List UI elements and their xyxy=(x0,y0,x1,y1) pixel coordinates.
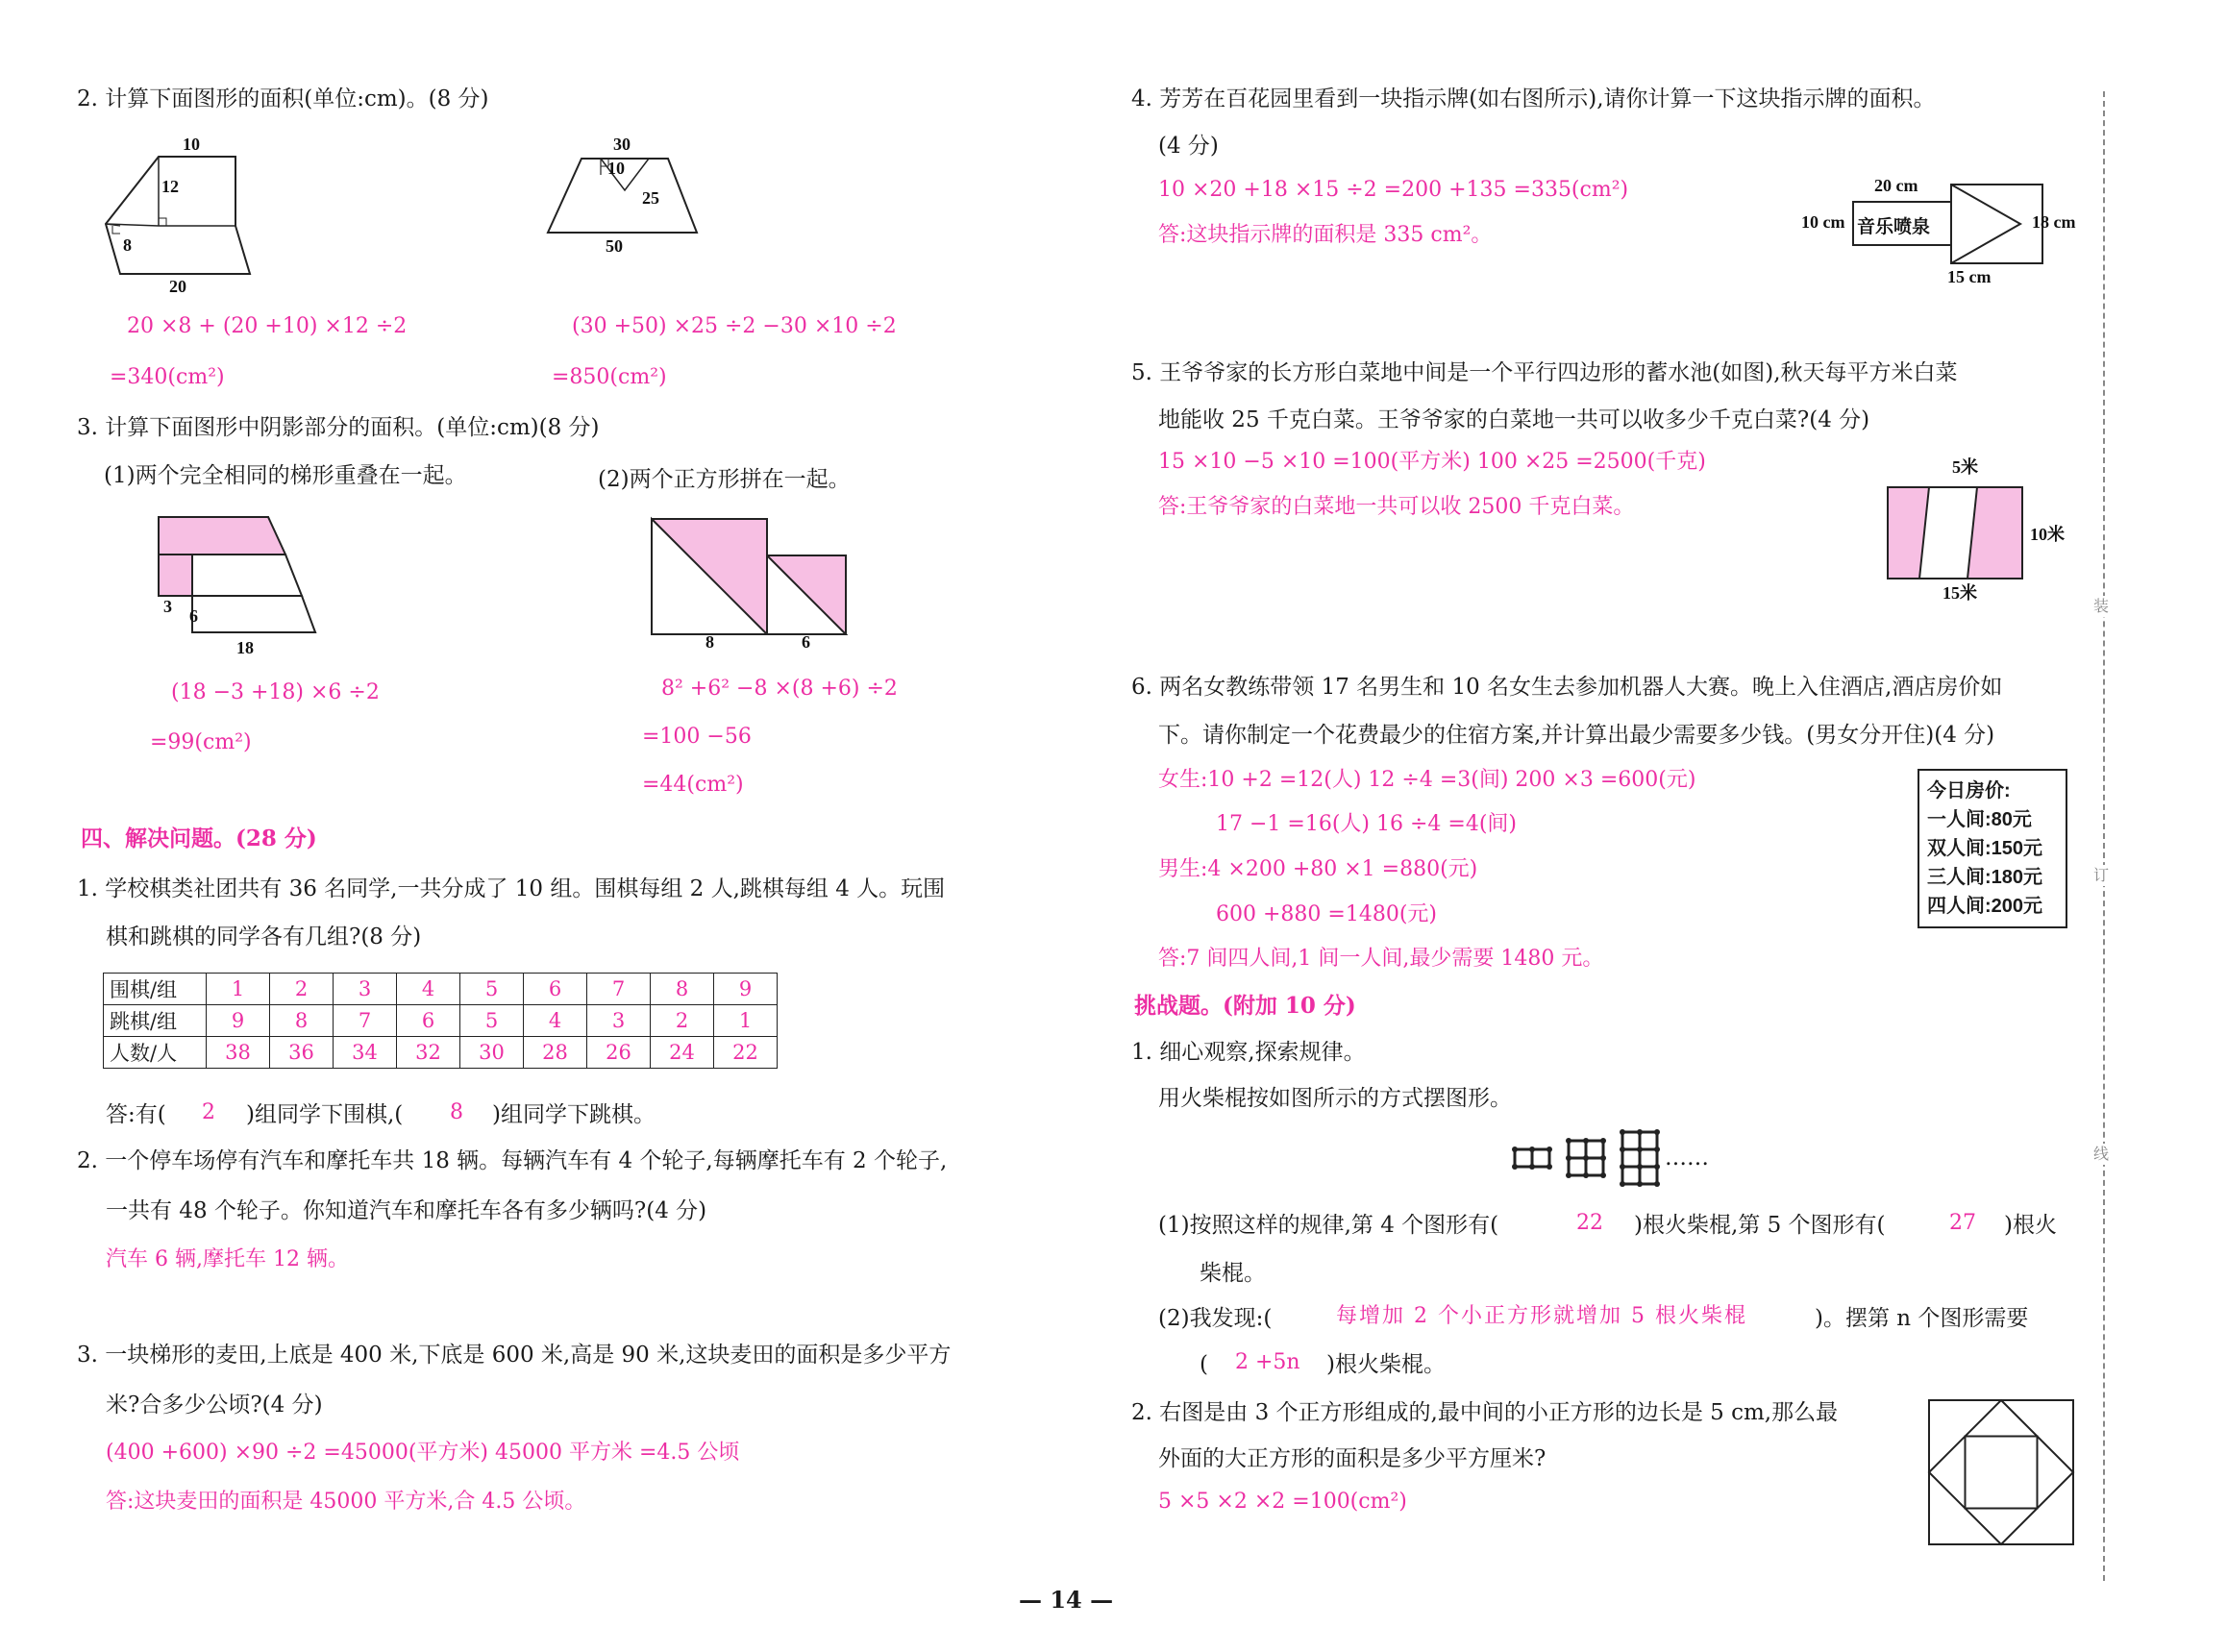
s4-p1-answer-v1: 2 xyxy=(202,1100,215,1124)
table-cell: 7 xyxy=(587,974,651,1005)
challenge-title: 挑战题。(附加 10 分) xyxy=(1134,993,1356,1019)
q6-answer-line3: 男生:4 ×200 +80 ×1 =880(元) xyxy=(1158,857,1478,881)
q2-fig1-bottom-label: 20 xyxy=(169,277,186,296)
q2-figure-1 xyxy=(96,135,269,288)
s4-p1-text-line2: 棋和跳棋的同学各有几组?(8 分) xyxy=(106,925,422,949)
table-cell: 1 xyxy=(714,1005,778,1037)
table-cell: 32 xyxy=(397,1037,460,1069)
table-row xyxy=(104,1005,778,1037)
room-price-box xyxy=(1918,769,2067,928)
table-cell: 4 xyxy=(397,974,460,1005)
price-row: 双人间:150元 xyxy=(1927,838,2043,859)
s4-p2-text-line2: 一共有 48 个轮子。你知道汽车和摩托车各有多少辆吗?(4 分) xyxy=(106,1198,707,1223)
q3-fig1-label-b: 6 xyxy=(189,606,198,626)
s4-p3-text-line2: 米?合多少公顷?(4 分) xyxy=(106,1393,323,1418)
q4-answer-line2: 答:这块指示牌的面积是 335 cm²。 xyxy=(1158,223,1493,247)
table-cell: 24 xyxy=(651,1037,714,1069)
q5-fig-right-label: 10米 xyxy=(2030,525,2065,544)
challenge-p1-title: 1. 细心观察,探索规律。 xyxy=(1131,1040,1366,1065)
q2-fig1-side-label: 8 xyxy=(123,235,132,255)
q2-answer-1-line1: 20 ×8 + (20 +10) ×12 ÷2 xyxy=(127,314,408,338)
price-title: 今日房价: xyxy=(1927,780,2011,801)
q3-fig1-label-a: 3 xyxy=(163,597,172,616)
row-header: 人数/人 xyxy=(104,1037,207,1069)
page-number: — 14 — xyxy=(1019,1586,1114,1614)
table-cell: 2 xyxy=(270,974,334,1005)
q3-answer-1-line1: (18 −3 +18) ×6 ÷2 xyxy=(171,680,380,704)
q2-fig2-height-label: 25 xyxy=(642,188,659,208)
q4-fig-left-label: 10 cm xyxy=(1801,212,1845,232)
matchstick-figures xyxy=(1511,1132,1674,1184)
q5-fig-top-label: 5米 xyxy=(1952,457,1978,477)
c1-s2-prefix: (2)我发现:( xyxy=(1158,1306,1273,1331)
table-cell: 9 xyxy=(207,1005,270,1037)
q5-fig-bottom-label: 15米 xyxy=(1942,583,1977,603)
c1-s1-prefix: (1)按照这样的规律,第 4 个图形有( xyxy=(1158,1213,1499,1238)
q3-figure-1 xyxy=(156,514,324,639)
price-row: 四人间:200元 xyxy=(1927,896,2043,917)
table-cell: 28 xyxy=(524,1037,587,1069)
c1-s1-line2: 柴棍。 xyxy=(1200,1261,1266,1286)
q2-fig2-bottom-label: 50 xyxy=(606,236,623,256)
q6-text-line1: 6. 两名女教练带领 17 名男生和 10 名女生去参加机器人大赛。晚上入住酒店,酒店房价如 xyxy=(1131,675,2003,700)
s4-p1-answer-v2: 8 xyxy=(450,1100,463,1124)
q6-text-line2: 下。请你制定一个花费最少的住宿方案,并计算出最少需要多少钱。(男女分开住)(4 分) xyxy=(1158,723,1995,748)
table-cell: 8 xyxy=(270,1005,334,1037)
s4-p2-answer: 汽车 6 辆,摩托车 12 辆。 xyxy=(106,1247,349,1271)
table-cell: 8 xyxy=(651,974,714,1005)
table-row xyxy=(104,974,778,1005)
s4-p1-answer-prefix: 答:有( xyxy=(106,1102,166,1127)
s4-p3-text-line1: 3. 一块梯形的麦田,上底是 400 米,下底是 600 米,高是 90 米,这块麦田的面积是多少平方 xyxy=(77,1343,952,1368)
table-cell: 38 xyxy=(207,1037,270,1069)
s4-p1-text-line1: 1. 学校棋类社团共有 36 名同学,一共分成了 10 组。围棋每组 2 人,跳棋每组 4 人。玩围 xyxy=(77,876,946,901)
table-cell: 22 xyxy=(714,1037,778,1069)
q2-answer-2-line2: =850(cm²) xyxy=(552,365,667,389)
s4-p1-answer-mid: )组同学下围棋,( xyxy=(246,1102,404,1127)
q4-text-line1: 4. 芳芳在百花园里看到一块指示牌(如右图所示),请你计算一下这块指示牌的面积。 xyxy=(1131,86,1936,111)
q2-figure-2 xyxy=(543,144,706,240)
q5-answer-line2: 答:王爷爷家的白菜地一共可以收 2500 千克白菜。 xyxy=(1158,495,1635,519)
c1-s2-v1: 每增加 2 个小正方形就增加 5 根火柴棍 xyxy=(1336,1304,1747,1328)
price-row: 三人间:180元 xyxy=(1927,867,2043,888)
table-cell: 6 xyxy=(397,1005,460,1037)
c1-s2-line2-prefix: ( xyxy=(1200,1352,1208,1377)
q4-fig-top-label: 20 cm xyxy=(1874,176,1918,195)
s4-p1-answer-suffix: )组同学下跳棋。 xyxy=(492,1102,656,1127)
table-cell: 6 xyxy=(524,974,587,1005)
s4-p3-answer-line2: 答:这块麦田的面积是 45000 平方米,合 4.5 公顷。 xyxy=(106,1490,586,1514)
q2-fig1-top-label: 10 xyxy=(183,135,200,154)
table-cell: 4 xyxy=(524,1005,587,1037)
binding-char-1: 装 xyxy=(2093,597,2110,615)
binding-dashed-line xyxy=(2103,91,2105,1581)
table-cell: 36 xyxy=(270,1037,334,1069)
table-cell: 5 xyxy=(460,974,524,1005)
q3-answer-2-line1: 8² +6² −8 ×(8 +6) ÷2 xyxy=(661,677,898,701)
row-header: 围棋/组 xyxy=(104,974,207,1005)
table-cell: 26 xyxy=(587,1037,651,1069)
q4-answer-line1: 10 ×20 +18 ×15 ÷2 =200 +135 =335(cm²) xyxy=(1158,178,1629,202)
table-cell: 2 xyxy=(651,1005,714,1037)
q6-answer-line1: 女生:10 +2 =12(人) 12 ÷4 =3(间) 200 ×3 =600(元) xyxy=(1158,768,1696,792)
table-cell: 3 xyxy=(334,974,397,1005)
table-cell: 3 xyxy=(587,1005,651,1037)
sign-label: 音乐喷泉 xyxy=(1857,217,1931,237)
table-cell: 34 xyxy=(334,1037,397,1069)
table-row xyxy=(104,1037,778,1069)
q5-text-line1: 5. 王爷爷家的长方形白菜地中间是一个平行四边形的蓄水池(如图),秋天每平方米白菜 xyxy=(1131,360,1958,385)
table-cell: 9 xyxy=(714,974,778,1005)
q3-sub1: (1)两个完全相同的梯形重叠在一起。 xyxy=(104,463,467,488)
q3-fig2-label-b: 6 xyxy=(802,632,810,652)
q6-answer-line4: 600 +880 =1480(元) xyxy=(1216,902,1437,926)
q3-fig2-label-a: 8 xyxy=(705,632,714,652)
price-row: 一人间:80元 xyxy=(1927,809,2032,830)
q2-fig2-inner-label: 10 xyxy=(607,159,625,178)
q4-fig-bottom-label: 15 cm xyxy=(1947,267,1992,286)
q3-figure-2 xyxy=(652,519,849,634)
c1-s2-v2: 2 +5n xyxy=(1235,1350,1300,1374)
c2-text-line2: 外面的大正方形的面积是多少平方厘米? xyxy=(1158,1446,1547,1471)
table-cell: 7 xyxy=(334,1005,397,1037)
s4-p2-text-line1: 2. 一个停车场停有汽车和摩托车共 18 辆。每辆汽车有 4 个轮子,每辆摩托车有 2 个轮子, xyxy=(77,1148,948,1173)
c1-s2-suffix: )。摆第 n 个图形需要 xyxy=(1815,1306,2029,1331)
c1-s1-v2: 27 xyxy=(1949,1211,1976,1235)
challenge-p1-desc: 用火柴棍按如图所示的方式摆图形。 xyxy=(1158,1086,1512,1111)
binding-char-3: 线 xyxy=(2093,1145,2110,1163)
q3-title: 3. 计算下面图形中阴影部分的面积。(单位:cm)(8 分) xyxy=(77,415,600,440)
q4-text-line2: (4 分) xyxy=(1158,134,1219,159)
q5-answer-line1: 15 ×10 −5 ×10 =100(平方米) 100 ×25 =2500(千克) xyxy=(1158,450,1706,474)
q3-answer-2-line2: =100 −56 xyxy=(642,725,752,749)
c1-s1-v1: 22 xyxy=(1576,1211,1603,1235)
q3-answer-1-line2: =99(cm²) xyxy=(150,730,252,754)
q5-text-line2: 地能收 25 千克白菜。王爷爷家的白菜地一共可以收多少千克白菜?(4 分) xyxy=(1158,407,1870,432)
q3-answer-2-line3: =44(cm²) xyxy=(642,773,744,797)
matchstick-ellipsis: …… xyxy=(1665,1146,1709,1171)
binding-char-2: 订 xyxy=(2093,866,2110,884)
q6-answer-line5: 答:7 间四人间,1 间一人间,最少需要 1480 元。 xyxy=(1158,947,1604,971)
c2-text-line1: 2. 右图是由 3 个正方形组成的,最中间的小正方形的边长是 5 cm,那么最 xyxy=(1131,1400,1839,1425)
c1-s2-line2-suffix: )根火柴棍。 xyxy=(1326,1352,1446,1377)
q5-field-figure xyxy=(1886,485,2025,581)
q2-answer-1-line2: =340(cm²) xyxy=(110,365,225,389)
row-header: 跳棋/组 xyxy=(104,1005,207,1037)
section4-title: 四、解决问题。(28 分) xyxy=(81,826,317,851)
nested-squares-figure xyxy=(1927,1398,2076,1547)
q3-fig1-label-c: 18 xyxy=(236,638,254,657)
s4-p3-answer-line1: (400 +600) ×90 ÷2 =45000(平方米) 45000 平方米 =4.5 公顷 xyxy=(106,1441,740,1465)
q2-answer-2-line1: (30 +50) ×25 ÷2 −30 ×10 ÷2 xyxy=(572,314,897,338)
c2-answer: 5 ×5 ×2 ×2 =100(cm²) xyxy=(1158,1490,1407,1514)
table-cell: 5 xyxy=(460,1005,524,1037)
q2-fig1-height-label: 12 xyxy=(161,177,179,196)
table-cell: 1 xyxy=(207,974,270,1005)
c1-s1-mid: )根火柴棍,第 5 个图形有( xyxy=(1634,1213,1886,1238)
q2-fig2-top-label: 30 xyxy=(613,135,631,154)
q2-title: 2. 计算下面图形的面积(单位:cm)。(8 分) xyxy=(77,86,489,111)
q3-sub2: (2)两个正方形拼在一起。 xyxy=(598,467,851,492)
q4-fig-right-label: 18 cm xyxy=(2032,212,2076,232)
table-cell: 30 xyxy=(460,1037,524,1069)
c1-s1-suffix: )根火 xyxy=(2004,1213,2057,1238)
groups-table xyxy=(103,973,778,1069)
q6-answer-line2: 17 −1 =16(人) 16 ÷4 =4(间) xyxy=(1216,812,1518,836)
